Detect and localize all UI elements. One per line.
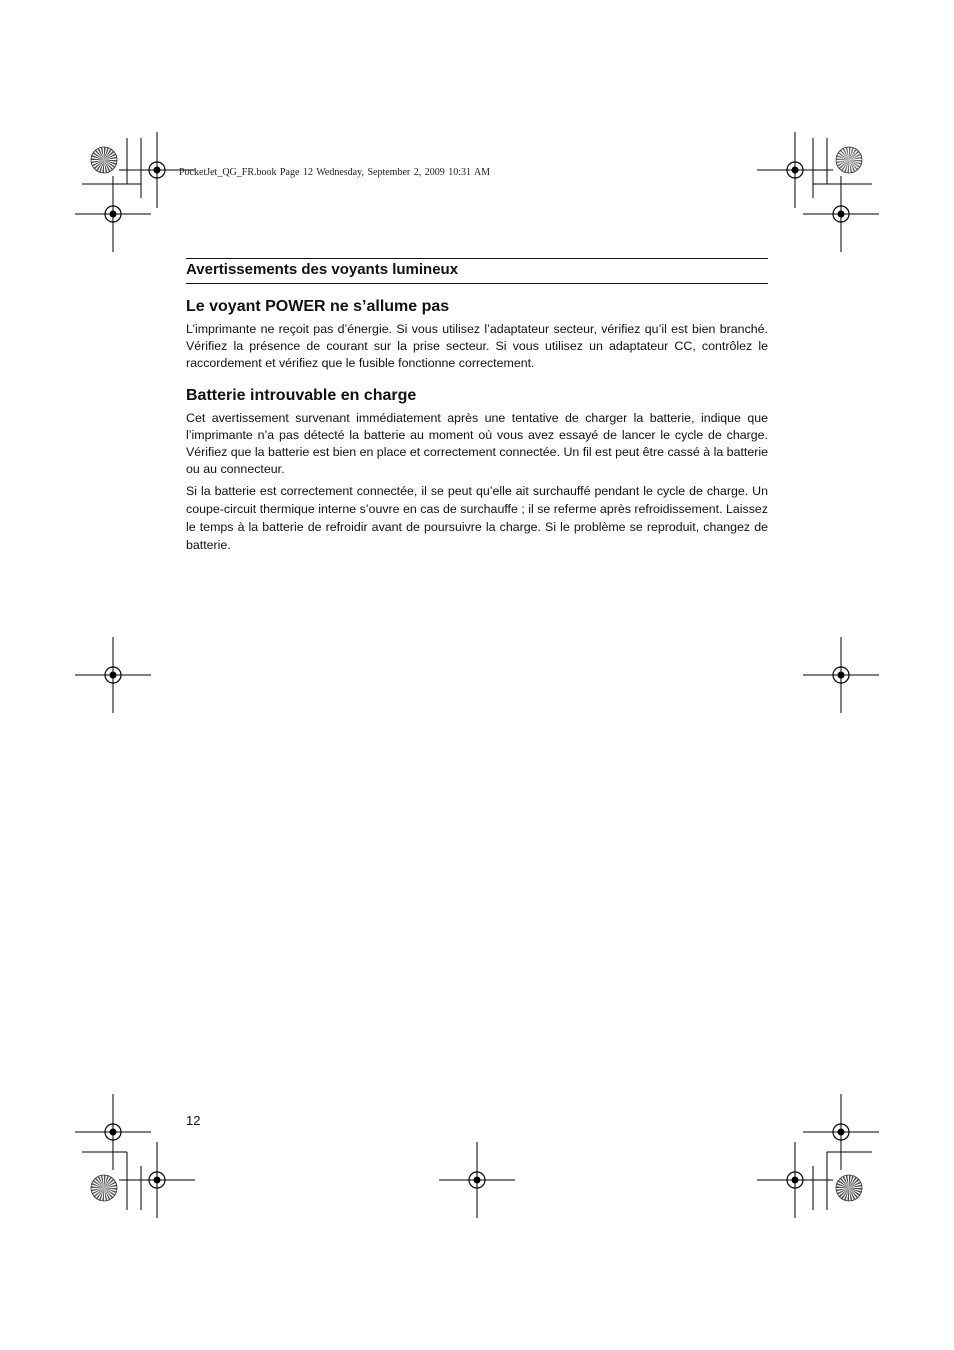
star-target [91, 147, 117, 173]
star-target [836, 147, 862, 173]
subheading-battery-not-found: Batterie introuvable en charge [186, 387, 417, 404]
registration-mark [757, 132, 833, 208]
section-title: Avertissements des voyants lumineux [186, 261, 459, 278]
paragraph-power-light: L’imprimante ne reçoit pas d’énergie. Si vous utilisez l’adaptateur secteur, vérifiez qu’il est bien branché. Vérifiez la présence de courant sur la prise secteur. Si vous utilisez un adaptateur CC, contrôlez le raccordement et vérifiez que le fusible fonctionne correctement. [186, 322, 768, 370]
section-header [186, 258, 768, 284]
book-slug: PocketJet_QG_FR.book Page 12 Wednesday, September 2, 2009 10:31 AM [179, 167, 491, 178]
star-target [91, 1175, 117, 1201]
page-number: 12 [186, 1113, 201, 1128]
registration-mark [439, 1142, 515, 1218]
paragraph-battery-overheat: Si la batterie est correctement connectée, il se peut qu’elle ait surchauffé pendant le cycle de charge. Un coupe-circuit thermique interne s’ouvre en cas de surchauffe ; il se referme après refroidissement. Laissez le temps à la batterie de refroidir avant de poursuivre la charge. Si le problème se reproduit, changez de batterie. [186, 484, 768, 552]
registration-mark [119, 1142, 195, 1218]
paragraph-battery-not-found: Cet avertissement survenant immédiatement après une tentative de charger la batterie, indique que l’imprimante n’a pas détecté la batterie au moment où vous avez essayé de lancer le cycle de charge. Vérifiez que la batterie est bien en place et correctement connectée. Un fil est peut être cassé à la batterie ou au connecteur. [186, 411, 769, 476]
registration-mark [803, 1094, 879, 1170]
registration-mark [75, 1094, 151, 1170]
subheading-power-light: Le voyant POWER ne s’allume pas [186, 298, 450, 315]
registration-mark [75, 176, 151, 252]
registration-mark [803, 176, 879, 252]
crop-marks-top-right [813, 138, 872, 198]
page-content [186, 258, 768, 554]
star-target [836, 1175, 862, 1201]
registration-mark [803, 637, 879, 713]
registration-mark [757, 1142, 833, 1218]
registration-mark [75, 637, 151, 713]
